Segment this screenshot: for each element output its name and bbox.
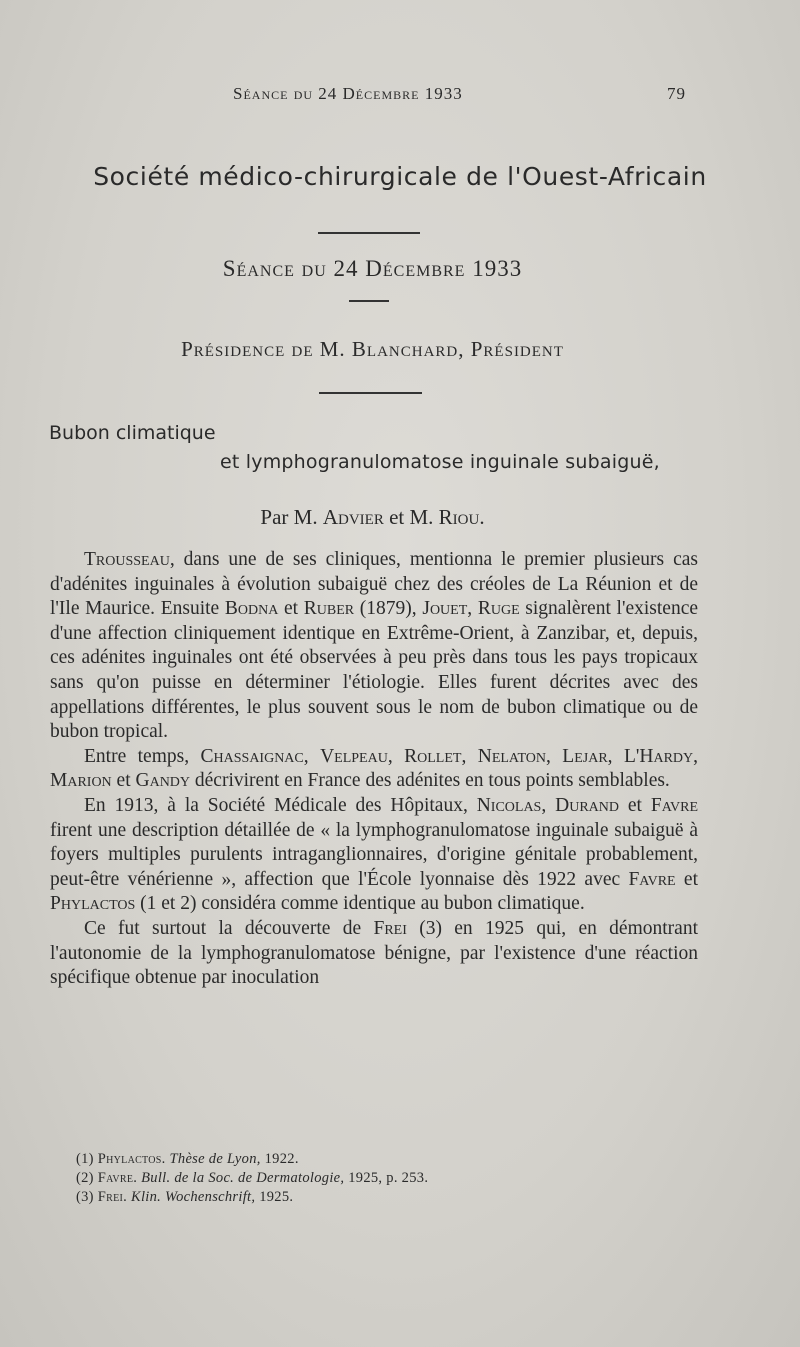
footnote-work: Klin. Wochenschrift, <box>131 1189 256 1205</box>
article-body <box>50 548 698 991</box>
text-run: , <box>461 745 478 767</box>
text-run: et <box>675 868 698 890</box>
text-run: En 1913, à la Société Médicale des Hôpitaux, <box>84 794 477 816</box>
name-favre-2: Favre <box>628 868 676 890</box>
name-frei: Frei <box>373 917 407 939</box>
name-ruber: Ruber <box>303 598 355 620</box>
footnote-2 <box>76 1169 716 1188</box>
footnote-number: (2) <box>76 1170 94 1186</box>
footnote-work: Thèse de Lyon, <box>169 1151 261 1167</box>
author-advier: Advier <box>322 505 384 529</box>
text-run: Ce fut surtout la découverte de <box>84 917 374 939</box>
running-head-title: Séance du 24 Décembre 1933 <box>233 84 463 103</box>
paragraph-1 <box>50 548 698 745</box>
authors-by: Par M. <box>260 505 318 529</box>
footnotes <box>76 1150 716 1207</box>
name-lhardy: L'Hardy <box>623 745 694 767</box>
article-authors <box>0 505 745 530</box>
divider-rule-2 <box>349 300 389 302</box>
text-run: , <box>693 745 699 767</box>
text-run: , <box>387 745 405 767</box>
name-bodna: Bodna <box>224 598 279 620</box>
footnote-author: Favre. <box>97 1170 138 1186</box>
text-run: firent une description détaillée de « la lymphogranulomatose inguinale subaiguë à foyers multiples purulents intraganglionnaires, d'origine génitale probablement, peut-être vénérienne », affection que l'École lyonnaise dès 1922 avec <box>50 819 698 890</box>
footnote-author: Frei. <box>97 1189 128 1205</box>
text-run: (1879), <box>354 598 423 620</box>
text-run: signalèrent l'existence d'une affection cliniquement identique en Extrême-Orient, à Zanzibar, et, depuis, ces adénites inguinales ont été observées à peu près dans tous les pays tropicaux sans qu'on puisse en déterminer l'étiologie. Elles furent décrites avec des appellations différentes, le plus souvent sous le nom de bubon climatique ou de bubon tropical. <box>50 598 699 743</box>
paragraph-3 <box>50 794 698 917</box>
paragraph-2 <box>50 745 698 794</box>
text-run: , <box>607 745 624 767</box>
name-trousseau: Trousseau <box>84 549 170 570</box>
name-lejar: Lejar <box>562 745 608 767</box>
text-run: , <box>303 745 321 767</box>
society-title: Société médico-chirurgicale de l'Ouest-Africain <box>93 162 707 191</box>
session-heading: Séance du 24 Décembre 1933 <box>222 256 523 281</box>
name-nelaton: Nelaton <box>477 745 546 767</box>
footnote-rest: 1922. <box>260 1151 299 1167</box>
divider-rule-3 <box>319 392 422 394</box>
footnote-1 <box>76 1150 716 1169</box>
text-run: et <box>111 770 136 792</box>
footnote-work: Bull. de la Soc. de Dermatologie, <box>141 1170 345 1186</box>
presidency-heading: Présidence de M. Blanchard, Président <box>181 337 564 361</box>
name-marion: Marion <box>50 770 112 792</box>
name-nicolas: Nicolas <box>476 794 542 816</box>
divider-rule-1 <box>318 232 420 234</box>
footnote-number: (1) <box>76 1151 94 1167</box>
footnote-number: (3) <box>76 1189 94 1205</box>
running-head <box>0 84 800 108</box>
text-run: et <box>619 794 651 816</box>
name-velpeau: Velpeau <box>320 745 388 767</box>
name-favre: Favre <box>650 794 698 816</box>
text-run: , dans une de ses cliniques, mentionna le premier plusieurs cas d'adénites inguinales à évolution subaiguë chez des créoles de La Réunion et de l'Ile Maurice. Ensuite <box>50 549 698 620</box>
text-run: et <box>278 598 304 620</box>
footnote-rest: 1925, p. 253. <box>344 1170 429 1186</box>
text-run: décrivirent en France des adénites en tous points semblables. <box>190 770 670 792</box>
name-chassaignac: Chassaignac <box>200 745 304 767</box>
text-run: Entre temps, <box>84 745 201 767</box>
page-number: 79 <box>667 84 686 103</box>
text-run: (3) en 1925 qui, en démontrant l'autonomie de la lymphogranulomatose bénigne, par l'existence d'une réaction spécifique obtenue par inoculation <box>50 917 698 989</box>
text-run: , <box>541 794 556 816</box>
text-run: , <box>546 745 563 767</box>
author-riou: Riou. <box>438 505 485 529</box>
paragraph-4 <box>50 917 698 991</box>
name-jouet: Jouet <box>422 598 468 620</box>
name-phylactos: Phylactos <box>50 893 136 915</box>
authors-and: et M. <box>389 505 434 529</box>
name-rollet: Rollet <box>404 745 462 767</box>
name-ruge: Ruge <box>477 598 520 620</box>
footnote-rest: 1925. <box>255 1189 294 1205</box>
text-run: (1 et 2) considéra comme identique au bubon climatique. <box>135 893 585 915</box>
footnote-3 <box>76 1188 716 1207</box>
name-gandy: Gandy <box>135 770 191 792</box>
name-durand: Durand <box>555 794 619 816</box>
article-title-line2: et lymphogranulomatose inguinale subaiguë, <box>220 451 660 473</box>
footnote-author: Phylactos. <box>97 1151 166 1167</box>
article-title-line1: Bubon climatique <box>49 422 216 444</box>
text-run: , <box>467 598 478 620</box>
